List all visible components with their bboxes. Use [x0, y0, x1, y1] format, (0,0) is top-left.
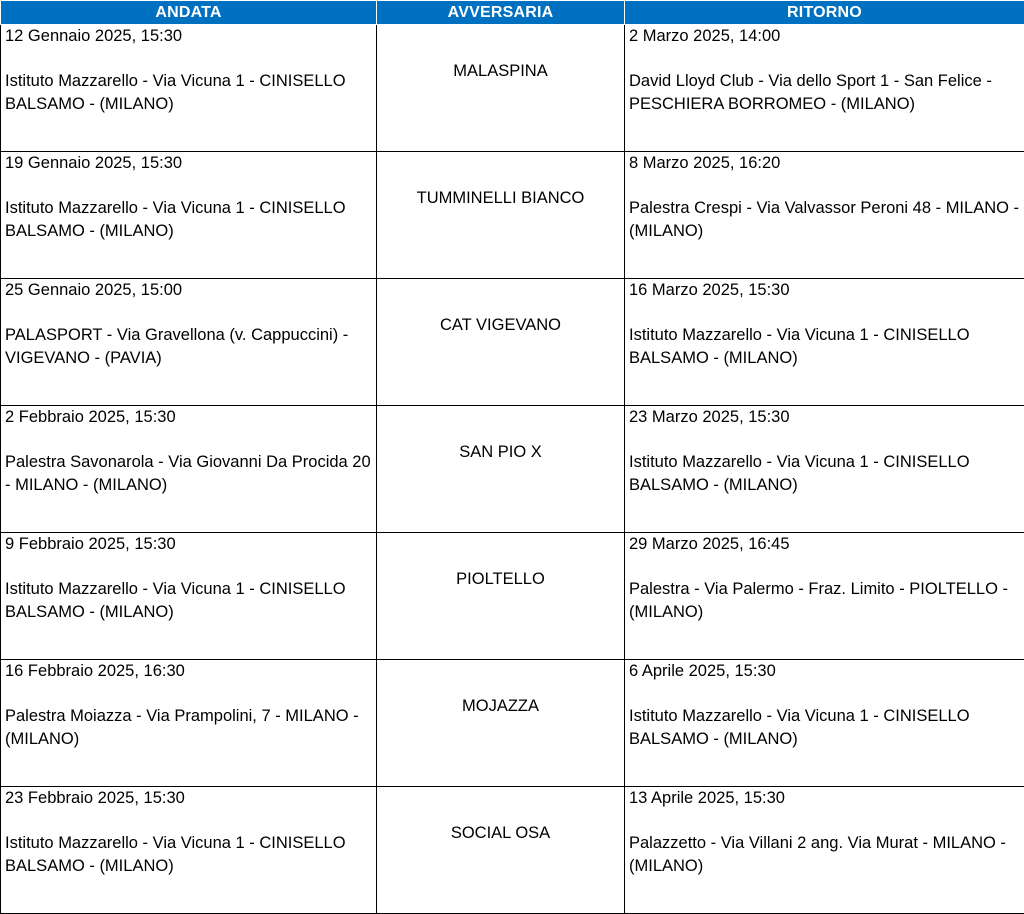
header-andata: ANDATA	[1, 1, 377, 25]
ritorno-venue: Istituto Mazzarello - Via Vicuna 1 - CINISELLO BALSAMO - (MILANO)	[629, 451, 1022, 496]
ritorno-date: 2 Marzo 2025, 14:00	[629, 25, 1022, 48]
opponent-name: MALASPINA	[377, 25, 625, 152]
header-ritorno: RITORNO	[625, 1, 1024, 25]
table-row	[1, 533, 1024, 660]
opponent-name: CAT VIGEVANO	[377, 279, 625, 406]
andata-cell	[1, 152, 377, 279]
opponent-name: MOJAZZA	[377, 660, 625, 787]
andata-date: 16 Febbraio 2025, 16:30	[5, 660, 374, 683]
ritorno-date: 13 Aprile 2025, 15:30	[629, 787, 1022, 810]
andata-date: 23 Febbraio 2025, 15:30	[5, 787, 374, 810]
opponent-name: TUMMINELLI BIANCO	[377, 152, 625, 279]
ritorno-venue: Palestra Crespi - Via Valvassor Peroni 48 - MILANO - (MILANO)	[629, 197, 1022, 242]
andata-date: 19 Gennaio 2025, 15:30	[5, 152, 374, 175]
ritorno-venue: Palazzetto - Via Villani 2 ang. Via Murat - MILANO - (MILANO)	[629, 832, 1022, 877]
ritorno-cell	[625, 533, 1024, 660]
table-row	[1, 787, 1024, 914]
andata-cell	[1, 660, 377, 787]
ritorno-date: 23 Marzo 2025, 15:30	[629, 406, 1022, 429]
andata-venue: Istituto Mazzarello - Via Vicuna 1 - CINISELLO BALSAMO - (MILANO)	[5, 578, 374, 623]
opponent-name: SAN PIO X	[377, 406, 625, 533]
andata-venue: Palestra Moiazza - Via Prampolini, 7 - MILANO - (MILANO)	[5, 705, 374, 750]
ritorno-date: 6 Aprile 2025, 15:30	[629, 660, 1022, 683]
table-row	[1, 406, 1024, 533]
ritorno-venue: Istituto Mazzarello - Via Vicuna 1 - CINISELLO BALSAMO - (MILANO)	[629, 324, 1022, 369]
andata-venue: Istituto Mazzarello - Via Vicuna 1 - CINISELLO BALSAMO - (MILANO)	[5, 197, 374, 242]
ritorno-cell	[625, 25, 1024, 152]
andata-cell	[1, 25, 377, 152]
andata-date: 25 Gennaio 2025, 15:00	[5, 279, 374, 302]
andata-venue: Istituto Mazzarello - Via Vicuna 1 - CINISELLO BALSAMO - (MILANO)	[5, 70, 374, 115]
ritorno-venue: Istituto Mazzarello - Via Vicuna 1 - CINISELLO BALSAMO - (MILANO)	[629, 705, 1022, 750]
table-row	[1, 25, 1024, 152]
ritorno-cell	[625, 787, 1024, 914]
header-row	[1, 1, 1024, 25]
ritorno-cell	[625, 406, 1024, 533]
andata-venue: Istituto Mazzarello - Via Vicuna 1 - CINISELLO BALSAMO - (MILANO)	[5, 832, 374, 877]
ritorno-venue: Palestra - Via Palermo - Fraz. Limito - PIOLTELLO - (MILANO)	[629, 578, 1022, 623]
ritorno-date: 8 Marzo 2025, 16:20	[629, 152, 1022, 175]
andata-date: 9 Febbraio 2025, 15:30	[5, 533, 374, 556]
opponent-name: PIOLTELLO	[377, 533, 625, 660]
table-row	[1, 279, 1024, 406]
andata-date: 2 Febbraio 2025, 15:30	[5, 406, 374, 429]
andata-cell	[1, 787, 377, 914]
andata-cell	[1, 533, 377, 660]
ritorno-cell	[625, 279, 1024, 406]
andata-cell	[1, 406, 377, 533]
andata-date: 12 Gennaio 2025, 15:30	[5, 25, 374, 48]
table-row	[1, 152, 1024, 279]
table-row	[1, 660, 1024, 787]
ritorno-cell	[625, 152, 1024, 279]
header-avversaria: AVVERSARIA	[377, 1, 625, 25]
ritorno-cell	[625, 660, 1024, 787]
ritorno-venue: David Lloyd Club - Via dello Sport 1 - San Felice - PESCHIERA BORROMEO - (MILANO)	[629, 70, 1022, 115]
andata-venue: Palestra Savonarola - Via Giovanni Da Procida 20 - MILANO - (MILANO)	[5, 451, 374, 496]
opponent-name: SOCIAL OSA	[377, 787, 625, 914]
andata-cell	[1, 279, 377, 406]
andata-venue: PALASPORT - Via Gravellona (v. Cappuccini) - VIGEVANO - (PAVIA)	[5, 324, 374, 369]
ritorno-date: 29 Marzo 2025, 16:45	[629, 533, 1022, 556]
ritorno-date: 16 Marzo 2025, 15:30	[629, 279, 1022, 302]
